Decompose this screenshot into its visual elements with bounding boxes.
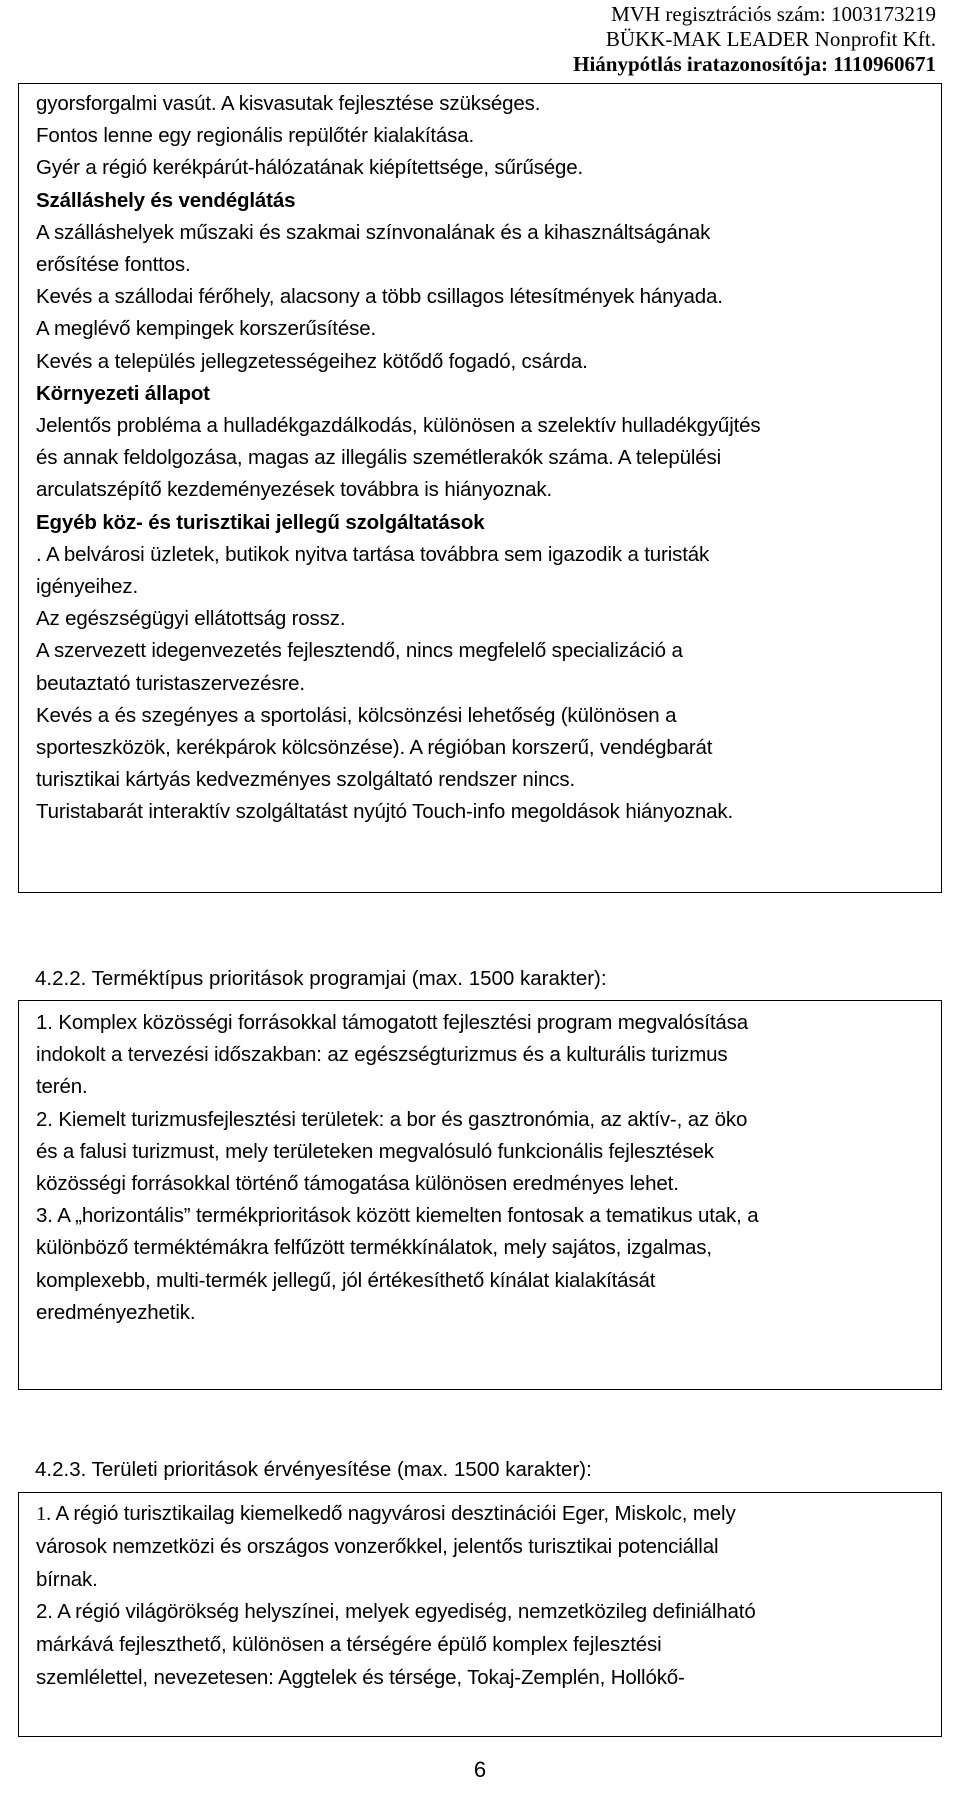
text-line: Kevés a szállodai férőhely, alacsony a több csillagos létesítmények hányada. <box>36 285 723 309</box>
section-heading-product-priorities: 4.2.2. Terméktípus prioritások programjai (max. 1500 karakter): <box>35 967 607 990</box>
text-line: és annak feldolgozása, magas az illegális szemétlerakók száma. A települési <box>36 446 721 470</box>
text-line: szemlélettel, nevezetesen: Aggtelek és térsége, Tokaj-Zemplén, Hollókő- <box>36 1665 685 1689</box>
page-number: 6 <box>473 1757 487 1782</box>
text-line: sporteszközök, kerékpárok kölcsönzése). A régióban korszerű, vendégbarát <box>36 736 713 760</box>
text-line: Kevés a és szegényes a sportolási, kölcsönzési lehetőség (különösen a <box>36 703 677 727</box>
text-line: turisztikai kártyás kedvezményes szolgáltató rendszer nincs. <box>36 768 576 792</box>
text-line: 1. Komplex közösségi forrásokkal támogatott fejlesztési program megvalósítása <box>36 1011 748 1034</box>
text-line: igényeihez. <box>36 575 139 599</box>
text-line: márkává fejleszthető, különösen a térségére épülő komplex fejlesztési <box>36 1633 662 1657</box>
text-line: Kevés a település jellegzetességeihez kötődő fogadó, csárda. <box>36 349 588 373</box>
text-line: városok nemzetközi és országos vonzerőkkel, jelentős turisztikai potenciállal <box>36 1534 719 1558</box>
text-box-territorial-priorities <box>18 1492 942 1737</box>
organization-name: BÜKK-MAK LEADER Nonprofit Kft. <box>605 27 936 51</box>
subheading-accommodation: Szálláshely és vendéglátás <box>36 188 296 212</box>
text-line: Gyér a régió kerékpárút-hálózatának kiépítettsége, sűrűsége. <box>36 156 584 180</box>
text-line: beutaztató turistaszervezésre. <box>36 671 305 695</box>
subheading-environment: Környezeti állapot <box>36 381 210 405</box>
text-line: indokolt a tervezési időszakban: az egészségturizmus és a kulturális turizmus <box>36 1043 728 1067</box>
text-line: 2. A régió világörökség helyszínei, melyek egyediség, nemzetközileg definiálható <box>36 1600 756 1624</box>
text-line: komplexebb, multi-termék jellegű, jól értékesíthető kínálat kialakítását <box>36 1268 656 1292</box>
text-line: Jelentős probléma a hulladékgazdálkodás, különösen a szelektív hulladékgyűjtés <box>36 414 761 438</box>
section-heading-territorial-priorities: 4.2.3. Területi prioritások érvényesítése (max. 1500 karakter): <box>35 1458 592 1481</box>
text-line: gyorsforgalmi vasút. A kisvasutak fejlesztése szükséges. <box>36 92 541 115</box>
text-line: 3. A „horizontális” termékprioritások között kiemelten fontosak a tematikus utak, a <box>36 1204 759 1228</box>
text-line: A szálláshelyek műszaki és szakmai színvonalának és a kihasználtságának <box>36 220 711 244</box>
text-line: Turistabarát interaktív szolgáltatást nyújtó Touch-info megoldások hiányoznak. <box>36 800 734 824</box>
text-line: A szervezett idegenvezetés fejlesztendő, nincs megfelelő specializáció a <box>36 639 683 663</box>
text-line: erősítése fonttos. <box>36 253 191 277</box>
text-line: 1. A régió turisztikailag kiemelkedő nagyvárosi desztinációi Eger, Miskolc, mely <box>36 1502 736 1525</box>
text-line: 2. Kiemelt turizmusfejlesztési területek: a bor és gasztronómia, az aktív-, az öko <box>36 1107 748 1131</box>
text-line: közösségi forrásokkal történő támogatása különösen eredményes lehet. <box>36 1172 679 1196</box>
text-line: . A belvárosi üzletek, butikok nyitva tartása továbbra sem igazodik a turisták <box>36 542 710 566</box>
text-line: különböző terméktémákra felfűzött termékkínálatok, mely sajátos, izgalmas, <box>36 1236 712 1260</box>
text-box-situation <box>18 83 942 893</box>
text-line: és a falusi turizmust, mely területeken megvalósuló funkcionális fejlesztések <box>36 1139 714 1163</box>
text-line: terén. <box>36 1075 88 1099</box>
registration-header <box>573 2 936 77</box>
text-line: Az egészségügyi ellátottság rossz. <box>36 607 346 631</box>
text-line: Fontos lenne egy regionális repülőtér kialakítása. <box>36 124 475 148</box>
registration-number: MVH regisztrációs szám: 1003173219 <box>611 2 936 26</box>
text-line: bírnak. <box>36 1567 98 1591</box>
text-line: A meglévő kempingek korszerűsítése. <box>36 317 376 341</box>
text-line: eredményezhetik. <box>36 1300 196 1324</box>
text-line: arculatszépítő kezdeményezések továbbra is hiányoznak. <box>36 478 553 502</box>
text-box-product-priorities <box>18 1000 942 1390</box>
subheading-services: Egyéb köz- és turisztikai jellegű szolgáltatások <box>36 510 485 534</box>
supplement-document-id: Hiánypótlás iratazonosítója: 1110960671 <box>573 52 936 76</box>
